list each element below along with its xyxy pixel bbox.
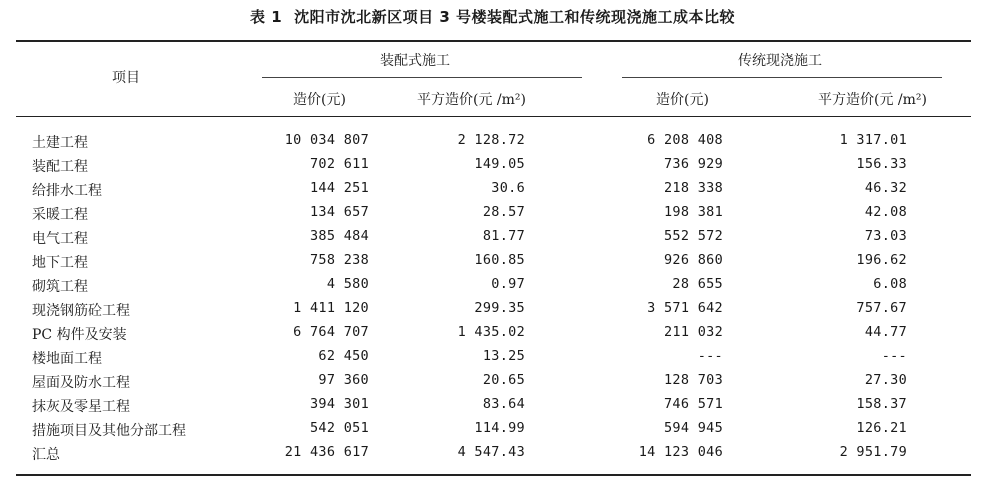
cast-cost: 28 655 — [672, 276, 723, 292]
prefab-cost: 394 301 — [310, 396, 369, 412]
prefab-unit-cost: 2 128.72 — [457, 132, 525, 148]
row-name: 装配工程 — [32, 159, 88, 175]
row-name: 采暖工程 — [32, 207, 88, 223]
table-row — [0, 228, 985, 252]
row-name: 现浇钢筋砼工程 — [32, 303, 130, 319]
prefab-cost: 21 436 617 — [284, 444, 369, 460]
prefab-unit-cost: 4 547.43 — [457, 444, 525, 460]
prefab-cost: 134 657 — [310, 204, 369, 220]
table-number: 表 1 — [249, 8, 283, 26]
table-caption: 沈阳市沈北新区项目 3 号楼装配式施工和传统现浇施工成本比较 — [294, 8, 736, 26]
cast-cost: --- — [697, 348, 723, 364]
prefab-cost: 1 411 120 — [293, 300, 369, 316]
row-name: PC 构件及安装 — [32, 327, 127, 343]
header-item: 项目 — [112, 70, 140, 86]
prefab-cost: 542 051 — [310, 420, 369, 436]
group-rule-prefab — [262, 77, 582, 78]
row-name: 砌筑工程 — [32, 279, 88, 295]
top-rule — [16, 40, 971, 42]
prefab-unit-cost: 83.64 — [482, 396, 525, 412]
table-row — [0, 276, 985, 300]
prefab-unit-cost: 0.97 — [491, 276, 525, 292]
prefab-cost: 6 764 707 — [293, 324, 369, 340]
prefab-unit-cost: 20.65 — [482, 372, 525, 388]
header-rule — [16, 116, 971, 117]
row-name: 抹灰及零星工程 — [32, 399, 130, 415]
cast-unit-cost: 158.37 — [856, 396, 907, 412]
row-name: 给排水工程 — [32, 183, 102, 199]
prefab-cost: 62 450 — [318, 348, 369, 364]
header-cast-cost: 造价(元) — [656, 92, 709, 108]
row-name: 措施项目及其他分部工程 — [32, 423, 186, 439]
prefab-unit-cost: 28.57 — [482, 204, 525, 220]
cast-unit-cost: 44.77 — [864, 324, 907, 340]
header-prefab-cost: 造价(元) — [293, 92, 346, 108]
header-cast-unit-cost: 平方造价(元 /m²) — [818, 92, 927, 108]
table-row — [0, 204, 985, 228]
table-row — [0, 420, 985, 444]
cast-unit-cost: 6.08 — [873, 276, 907, 292]
prefab-cost: 10 034 807 — [284, 132, 369, 148]
prefab-cost: 702 611 — [310, 156, 369, 172]
table-row — [0, 396, 985, 420]
table-row — [0, 156, 985, 180]
row-name: 楼地面工程 — [32, 351, 102, 367]
table-row — [0, 372, 985, 396]
cast-unit-cost: 1 317.01 — [839, 132, 907, 148]
table-row — [0, 180, 985, 204]
cast-unit-cost: 2 951.79 — [839, 444, 907, 460]
cast-cost: 198 381 — [664, 204, 723, 220]
table-row — [0, 324, 985, 348]
cast-unit-cost: 196.62 — [856, 252, 907, 268]
table-row-total — [0, 444, 985, 468]
row-name: 土建工程 — [32, 135, 88, 151]
table-row — [0, 252, 985, 276]
prefab-cost: 4 580 — [326, 276, 369, 292]
prefab-unit-cost: 149.05 — [474, 156, 525, 172]
group-rule-cast — [622, 77, 942, 78]
prefab-unit-cost: 81.77 — [482, 228, 525, 244]
cast-unit-cost: 27.30 — [864, 372, 907, 388]
cast-cost: 211 032 — [664, 324, 723, 340]
cast-unit-cost: 42.08 — [864, 204, 907, 220]
bottom-rule — [16, 474, 971, 476]
prefab-cost: 758 238 — [310, 252, 369, 268]
prefab-cost: 97 360 — [318, 372, 369, 388]
row-name: 屋面及防水工程 — [32, 375, 130, 391]
cast-cost: 594 945 — [664, 420, 723, 436]
prefab-unit-cost: 114.99 — [474, 420, 525, 436]
table-row — [0, 300, 985, 324]
prefab-unit-cost: 299.35 — [474, 300, 525, 316]
cast-unit-cost: 73.03 — [864, 228, 907, 244]
prefab-unit-cost: 30.6 — [491, 180, 525, 196]
row-name: 地下工程 — [32, 255, 88, 271]
row-name: 电气工程 — [32, 231, 88, 247]
table-row — [0, 132, 985, 156]
prefab-unit-cost: 160.85 — [474, 252, 525, 268]
cast-cost: 552 572 — [664, 228, 723, 244]
cast-cost: 746 571 — [664, 396, 723, 412]
row-name: 汇总 — [32, 447, 60, 463]
table-body — [0, 132, 985, 468]
header-prefab-unit-cost: 平方造价(元 /m²) — [417, 92, 526, 108]
cast-unit-cost: 126.21 — [856, 420, 907, 436]
prefab-cost: 385 484 — [310, 228, 369, 244]
cast-cost: 926 860 — [664, 252, 723, 268]
cast-cost: 736 929 — [664, 156, 723, 172]
cast-cost: 128 703 — [664, 372, 723, 388]
cast-unit-cost: --- — [881, 348, 907, 364]
prefab-unit-cost: 13.25 — [482, 348, 525, 364]
cast-unit-cost: 46.32 — [864, 180, 907, 196]
table-title — [0, 6, 985, 27]
cast-unit-cost: 156.33 — [856, 156, 907, 172]
cast-cost: 14 123 046 — [638, 444, 723, 460]
header-group-prefab: 装配式施工 — [380, 53, 450, 69]
cast-cost: 6 208 408 — [647, 132, 723, 148]
prefab-cost: 144 251 — [310, 180, 369, 196]
table-row — [0, 348, 985, 372]
cast-cost: 3 571 642 — [647, 300, 723, 316]
prefab-unit-cost: 1 435.02 — [457, 324, 525, 340]
cast-unit-cost: 757.67 — [856, 300, 907, 316]
cast-cost: 218 338 — [664, 180, 723, 196]
header-group-cast: 传统现浇施工 — [738, 53, 822, 69]
